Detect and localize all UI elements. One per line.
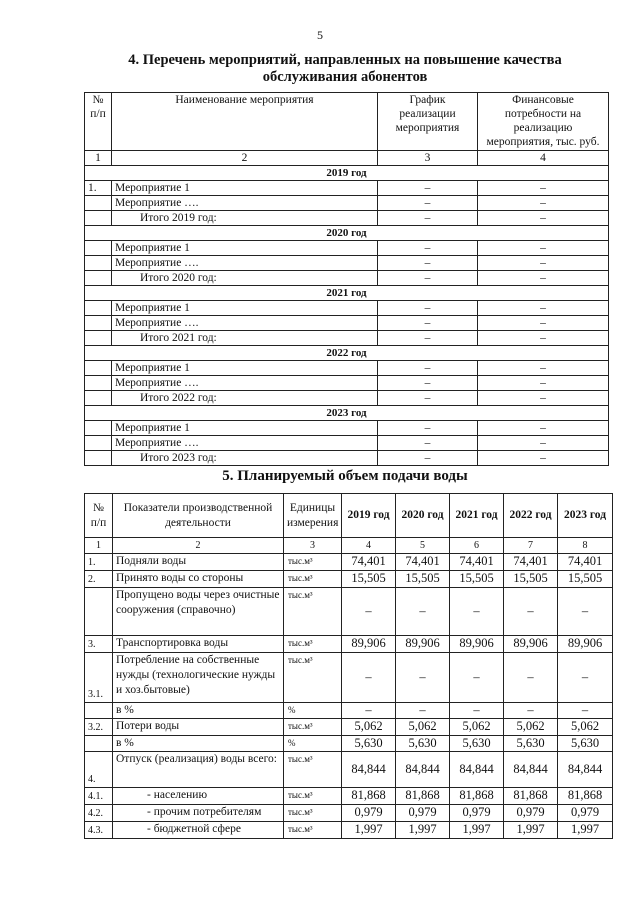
year-value: 5,630 <box>396 736 450 752</box>
row-number <box>85 391 112 406</box>
table-row <box>85 571 613 588</box>
year-value: 74,401 <box>504 554 558 571</box>
year-value: 84,844 <box>504 752 558 788</box>
year-label: 2022 год <box>85 346 609 361</box>
activity-name: Итого 2023 год: <box>112 451 378 466</box>
schedule-value: – <box>378 331 478 346</box>
row-number <box>85 331 112 346</box>
year-value: – <box>450 588 504 636</box>
unit-label: тыс.м³ <box>284 636 342 653</box>
table-row <box>85 301 609 316</box>
row-number <box>85 316 112 331</box>
unit-label: % <box>284 736 342 752</box>
year-value: 0,979 <box>396 805 450 822</box>
year-value: – <box>558 703 613 719</box>
year-value: – <box>450 653 504 703</box>
year-value: – <box>396 703 450 719</box>
year-row <box>85 286 609 301</box>
indicator-name: Транспортировка воды <box>113 636 284 653</box>
year-value: 0,979 <box>342 805 396 822</box>
activity-name: Мероприятие …. <box>112 376 378 391</box>
year-value: 1,997 <box>450 822 504 839</box>
header-cell: Наименование мероприятия <box>112 93 378 151</box>
column-number: 3 <box>378 151 478 166</box>
year-value: 15,505 <box>504 571 558 588</box>
indicator-name: Пропущено воды через очистные сооружения (справочно) <box>113 588 284 636</box>
activity-name: Итого 2020 год: <box>112 271 378 286</box>
finance-value: – <box>478 241 609 256</box>
year-value: 5,062 <box>450 719 504 736</box>
column-number: 8 <box>558 538 613 554</box>
schedule-value: – <box>378 376 478 391</box>
year-label: 2020 год <box>85 226 609 241</box>
activity-name: Мероприятие 1 <box>112 301 378 316</box>
year-value: 5,062 <box>558 719 613 736</box>
year-value: – <box>450 703 504 719</box>
activity-name: Мероприятие …. <box>112 316 378 331</box>
row-number: 4.1. <box>85 788 113 805</box>
table-row <box>85 805 613 822</box>
schedule-value: – <box>378 301 478 316</box>
row-number <box>85 376 112 391</box>
year-value: 1,997 <box>504 822 558 839</box>
year-label: 2021 год <box>85 286 609 301</box>
year-value: 81,868 <box>396 788 450 805</box>
table-row <box>85 703 613 719</box>
year-value: 89,906 <box>450 636 504 653</box>
finance-value: – <box>478 271 609 286</box>
row-number <box>85 301 112 316</box>
activity-name: Мероприятие 1 <box>112 241 378 256</box>
year-value: 0,979 <box>558 805 613 822</box>
row-number: 3. <box>85 636 113 653</box>
table-row <box>85 256 609 271</box>
activity-name: Мероприятие 1 <box>112 181 378 196</box>
activity-name: Итого 2021 год: <box>112 331 378 346</box>
activities-table <box>84 92 609 466</box>
table-row <box>85 822 613 839</box>
header-cell: График реализации мероприятия <box>378 93 478 151</box>
unit-label: тыс.м³ <box>284 822 342 839</box>
unit-label: % <box>284 703 342 719</box>
table-row <box>85 554 613 571</box>
table-row <box>85 588 613 636</box>
column-number-row <box>85 538 613 554</box>
header-cell: 2021 год <box>450 494 504 538</box>
finance-value: – <box>478 181 609 196</box>
finance-value: – <box>478 391 609 406</box>
row-number: 3.1. <box>85 653 113 703</box>
indicator-name: в % <box>113 736 284 752</box>
year-value: 89,906 <box>342 636 396 653</box>
row-number <box>85 211 112 226</box>
header-cell: 2023 год <box>558 494 613 538</box>
column-number: 7 <box>504 538 558 554</box>
year-value: 5,062 <box>396 719 450 736</box>
year-value: – <box>342 703 396 719</box>
unit-label: тыс.м³ <box>284 752 342 788</box>
indicator-name: Подняли воды <box>113 554 284 571</box>
header-cell: Единицы измерения <box>284 494 342 538</box>
year-value: 15,505 <box>558 571 613 588</box>
year-value: 81,868 <box>450 788 504 805</box>
year-value: 74,401 <box>396 554 450 571</box>
year-value: 81,868 <box>342 788 396 805</box>
table-row <box>85 752 613 788</box>
row-number: 2. <box>85 571 113 588</box>
indicator-name: Потери воды <box>113 719 284 736</box>
finance-value: – <box>478 436 609 451</box>
year-value: – <box>558 588 613 636</box>
year-value: 74,401 <box>558 554 613 571</box>
section4-title <box>80 52 610 86</box>
year-value: 81,868 <box>504 788 558 805</box>
year-row <box>85 226 609 241</box>
indicator-name: Принято воды со стороны <box>113 571 284 588</box>
table-header-row <box>85 494 613 538</box>
year-value: 89,906 <box>558 636 613 653</box>
indicator-name: Отпуск (реализация) воды всего: <box>113 752 284 788</box>
header-cell: № п/п <box>85 93 112 151</box>
year-value: – <box>396 653 450 703</box>
unit-label: тыс.м³ <box>284 719 342 736</box>
column-number-row <box>85 151 609 166</box>
finance-value: – <box>478 376 609 391</box>
column-number: 3 <box>284 538 342 554</box>
row-number <box>85 451 112 466</box>
header-cell: 2019 год <box>342 494 396 538</box>
row-number <box>85 421 112 436</box>
finance-value: – <box>478 196 609 211</box>
section4-title-line2: обслуживания абонентов <box>262 69 428 85</box>
table-row <box>85 316 609 331</box>
year-value: – <box>342 653 396 703</box>
finance-value: – <box>478 256 609 271</box>
year-value: 5,062 <box>504 719 558 736</box>
year-value: 15,505 <box>396 571 450 588</box>
year-value: 5,630 <box>342 736 396 752</box>
row-number <box>85 703 113 719</box>
table-row <box>85 181 609 196</box>
finance-value: – <box>478 451 609 466</box>
schedule-value: – <box>378 436 478 451</box>
table-row <box>85 361 609 376</box>
year-row <box>85 406 609 421</box>
table-row <box>85 271 609 286</box>
table-row <box>85 636 613 653</box>
finance-value: – <box>478 361 609 376</box>
row-number <box>85 588 113 636</box>
year-value: 89,906 <box>504 636 558 653</box>
year-value: 1,997 <box>558 822 613 839</box>
column-number: 4 <box>342 538 396 554</box>
year-value: 15,505 <box>450 571 504 588</box>
table-row <box>85 331 609 346</box>
row-number <box>85 271 112 286</box>
unit-label: тыс.м³ <box>284 588 342 636</box>
table-row <box>85 241 609 256</box>
header-cell: Финансовые потребности на реализацию мероприятия, тыс. руб. <box>478 93 609 151</box>
column-number: 2 <box>113 538 284 554</box>
year-value: 74,401 <box>342 554 396 571</box>
year-value: – <box>504 703 558 719</box>
finance-value: – <box>478 331 609 346</box>
year-row <box>85 346 609 361</box>
activity-name: Итого 2019 год: <box>112 211 378 226</box>
schedule-value: – <box>378 181 478 196</box>
row-number: 4.3. <box>85 822 113 839</box>
row-number: 1. <box>85 181 112 196</box>
section4-title-line1: 4. Перечень мероприятий, направленных на повышение качества <box>128 52 562 68</box>
year-value: 0,979 <box>504 805 558 822</box>
section5-title: 5. Планируемый объем подачи воды <box>222 468 468 484</box>
activity-name: Мероприятие …. <box>112 436 378 451</box>
year-value: 81,868 <box>558 788 613 805</box>
year-value: 5,630 <box>450 736 504 752</box>
finance-value: – <box>478 316 609 331</box>
year-value: 1,997 <box>396 822 450 839</box>
table-row <box>85 376 609 391</box>
year-label: 2019 год <box>85 166 609 181</box>
column-number: 5 <box>396 538 450 554</box>
year-value: 15,505 <box>342 571 396 588</box>
year-value: 74,401 <box>450 554 504 571</box>
schedule-value: – <box>378 256 478 271</box>
schedule-value: – <box>378 316 478 331</box>
year-value: 84,844 <box>558 752 613 788</box>
year-value: – <box>396 588 450 636</box>
unit-label: тыс.м³ <box>284 554 342 571</box>
table-row <box>85 451 609 466</box>
year-value: 5,062 <box>342 719 396 736</box>
schedule-value: – <box>378 196 478 211</box>
column-number: 6 <box>450 538 504 554</box>
year-value: 89,906 <box>396 636 450 653</box>
unit-label: тыс.м³ <box>284 653 342 703</box>
row-number <box>85 736 113 752</box>
finance-value: – <box>478 421 609 436</box>
finance-value: – <box>478 301 609 316</box>
year-value: 1,997 <box>342 822 396 839</box>
unit-label: тыс.м³ <box>284 571 342 588</box>
table-row <box>85 653 613 703</box>
schedule-value: – <box>378 241 478 256</box>
unit-label: тыс.м³ <box>284 805 342 822</box>
activity-name: Итого 2022 год: <box>112 391 378 406</box>
table-row <box>85 196 609 211</box>
schedule-value: – <box>378 361 478 376</box>
year-value: 5,630 <box>558 736 613 752</box>
year-value: 84,844 <box>396 752 450 788</box>
year-value: 0,979 <box>450 805 504 822</box>
table-row <box>85 736 613 752</box>
year-value: 84,844 <box>342 752 396 788</box>
row-number: 4.2. <box>85 805 113 822</box>
schedule-value: – <box>378 391 478 406</box>
table-row <box>85 719 613 736</box>
year-value: – <box>342 588 396 636</box>
year-value: 84,844 <box>450 752 504 788</box>
year-row <box>85 166 609 181</box>
year-label: 2023 год <box>85 406 609 421</box>
unit-label: тыс.м³ <box>284 788 342 805</box>
table-row <box>85 421 609 436</box>
indicator-name: - бюджетной сфере <box>113 822 284 839</box>
row-number <box>85 256 112 271</box>
schedule-value: – <box>378 451 478 466</box>
table-row <box>85 391 609 406</box>
indicator-name: в % <box>113 703 284 719</box>
column-number: 1 <box>85 538 113 554</box>
activity-name: Мероприятие …. <box>112 196 378 211</box>
row-number <box>85 361 112 376</box>
activity-name: Мероприятие 1 <box>112 421 378 436</box>
table-row <box>85 211 609 226</box>
table-header-row <box>85 93 609 151</box>
header-cell: 2020 год <box>396 494 450 538</box>
column-number: 4 <box>478 151 609 166</box>
schedule-value: – <box>378 421 478 436</box>
water-supply-table <box>84 493 613 839</box>
row-number <box>85 436 112 451</box>
header-cell: № п/п <box>85 494 113 538</box>
indicator-name: - прочим потребителям <box>113 805 284 822</box>
page-number: 5 <box>317 28 323 42</box>
row-number: 1. <box>85 554 113 571</box>
year-value: – <box>558 653 613 703</box>
table-row <box>85 788 613 805</box>
table-row <box>85 436 609 451</box>
indicator-name: Потребление на собственные нужды (технологические нужды и хоз.бытовые) <box>113 653 284 703</box>
header-cell: 2022 год <box>504 494 558 538</box>
schedule-value: – <box>378 271 478 286</box>
year-value: – <box>504 588 558 636</box>
row-number <box>85 241 112 256</box>
finance-value: – <box>478 211 609 226</box>
activity-name: Мероприятие …. <box>112 256 378 271</box>
header-cell: Показатели производственной деятельности <box>113 494 284 538</box>
year-value: – <box>504 653 558 703</box>
row-number: 3.2. <box>85 719 113 736</box>
indicator-name: - населению <box>113 788 284 805</box>
row-number <box>85 196 112 211</box>
row-number: 4. <box>85 752 113 788</box>
activity-name: Мероприятие 1 <box>112 361 378 376</box>
year-value: 5,630 <box>504 736 558 752</box>
column-number: 2 <box>112 151 378 166</box>
column-number: 1 <box>85 151 112 166</box>
schedule-value: – <box>378 211 478 226</box>
